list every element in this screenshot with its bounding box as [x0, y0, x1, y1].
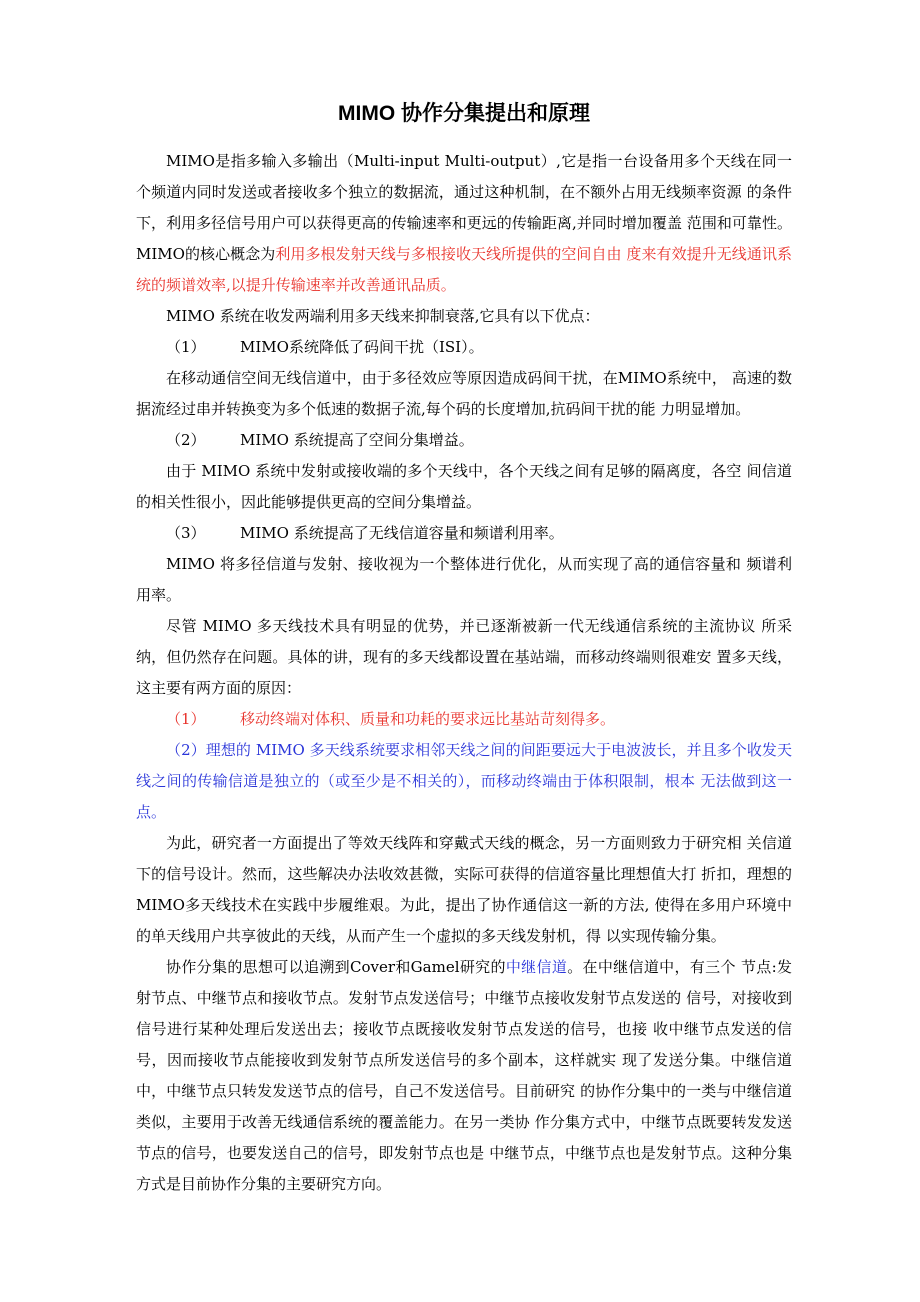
paragraph-isi: 在移动通信空间无线信道中，由于多径效应等原因造成码间干扰，在MIMO系统中， 高速的数据流经过串并转换变为多个低速的数据子流,每个码的长度增加,抗码间干扰的能 力明显增加。 [136, 369, 792, 418]
list-item-1 [136, 332, 792, 363]
relay-channel-link[interactable]: 中继信道 [505, 958, 568, 976]
list-item-text: MIMO 系统提高了空间分集增益。 [240, 431, 474, 449]
reason-item-1 [136, 704, 792, 735]
reason-item-2 [136, 735, 792, 828]
list-item-number: （3） [166, 524, 206, 542]
relay-text-rest: 。在中继信道中，有三个 节点:发射节点、中继节点和接收节点。发射节点发送信号；中继节点接收发射节点发送的 信号，对接收到信号进行某种处理后发送出去；接收节点既接收发射节点发送的信号，也接 收中继节点发送的信号，因而接收节点能接收到发射节点所发送信号的多个副本，这样就实 现了发送分集。中继信道中，中继节点只转发发送节点的信号，自己不发送信号。目前研究 的协作分集中的一类与中继信道类似，主要用于改善无线通信系统的覆盖能力。在另一类协 作分集方式中，中继节点既要转发发送节点的信号，也要发送自己的信号，即发射节点也是 中继节点，中继节点也是发射节点。这种分集方式是目前协作分集的主要研究方向。 [136, 958, 792, 1193]
list-item-text: MIMO系统降低了码间干扰（ISI）。 [240, 338, 484, 356]
paragraph-mimo-intro [136, 146, 792, 301]
reason-number: （2） [166, 741, 206, 759]
paragraph-capacity: MIMO 将多径信道与发射、接收视为一个整体进行优化，从而实现了高的通信容量和 频谱利用率。 [136, 555, 792, 604]
paragraph-cooperative-proposal: 为此，研究者一方面提出了等效天线阵和穿戴式天线的概念，另一方面则致力于研究相 关信道下的信号设计。然而，这些解决办法收效甚微，实际可获得的信道容量比理想值大打 折扣，理想的MIMO多天线技术在实践中步履维艰。为此，提出了协作通信这一新的方法, 使得在多用户环境中的单天线用户共享彼此的天线，从而产生一个虚拟的多天线发射机，得 以实现传输分集。 [136, 834, 792, 945]
list-item-number: （1） [166, 338, 206, 356]
reason-text: 移动终端对体积、质量和功耗的要求远比基站苛刻得多。 [240, 710, 616, 728]
paragraph-diversity-gain: 由于 MIMO 系统中发射或接收端的多个天线中，各个天线之间有足够的隔离度，各空 间信道的相关性很小，因此能够提供更高的空间分集增益。 [136, 462, 792, 511]
paragraph-relay-channel [136, 952, 792, 1200]
paragraph-problems: 尽管 MIMO 多天线技术具有明显的优势，并已逐渐被新一代无线通信系统的主流协议 所采纳，但仍然存在问题。具体的讲，现有的多天线都设置在基站端，而移动终端则很难安 置多天线，这主要有两方面的原因： [136, 617, 792, 697]
reason-number: （1） [166, 710, 206, 728]
list-item-text: MIMO 系统提高了无线信道容量和频谱利用率。 [240, 524, 564, 542]
list-item-3 [136, 518, 792, 549]
intro-text: MIMO是指多输入多输出（Multi-input Multi-output）,它是指一台设备用多个天线在同一 个频道内同时发送或者接收多个独立的数据流，通过这种机制，在不额外占用无线频率资源 的条件下，利用多径信号用户可以获得更高的传输速率和更远的传输距离,并同时增加覆盖 范围和可靠性。MIMO的核心概念为 [136, 152, 792, 263]
list-item-number: （2） [166, 431, 206, 449]
list-item-2 [136, 425, 792, 456]
document-page [136, 96, 792, 1200]
relay-text-start: 协作分集的思想可以追溯到Cover和Gamel研究的 [166, 958, 506, 976]
paragraph-advantages-lead: MIMO 系统在收发两端利用多天线来抑制衰落,它具有以下优点： [166, 307, 600, 325]
intro-highlight: 利用多根发射天线与多根接收天线所提供的空间自由 度来有效提升无线通讯系统的频谱效率,以提升传输速率并改善通讯品质。 [136, 245, 792, 294]
document-title: MIMO 协作分集提出和原理 [338, 102, 590, 125]
reason-text: 理想的 MIMO 多天线系统要求相邻天线之间的间距要远大于电波波长，并且多个收发天线之间的传输信道是独立的（或至少是不相关的），而移动终端由于体积限制，根本 无法做到这一点。 [136, 741, 793, 821]
